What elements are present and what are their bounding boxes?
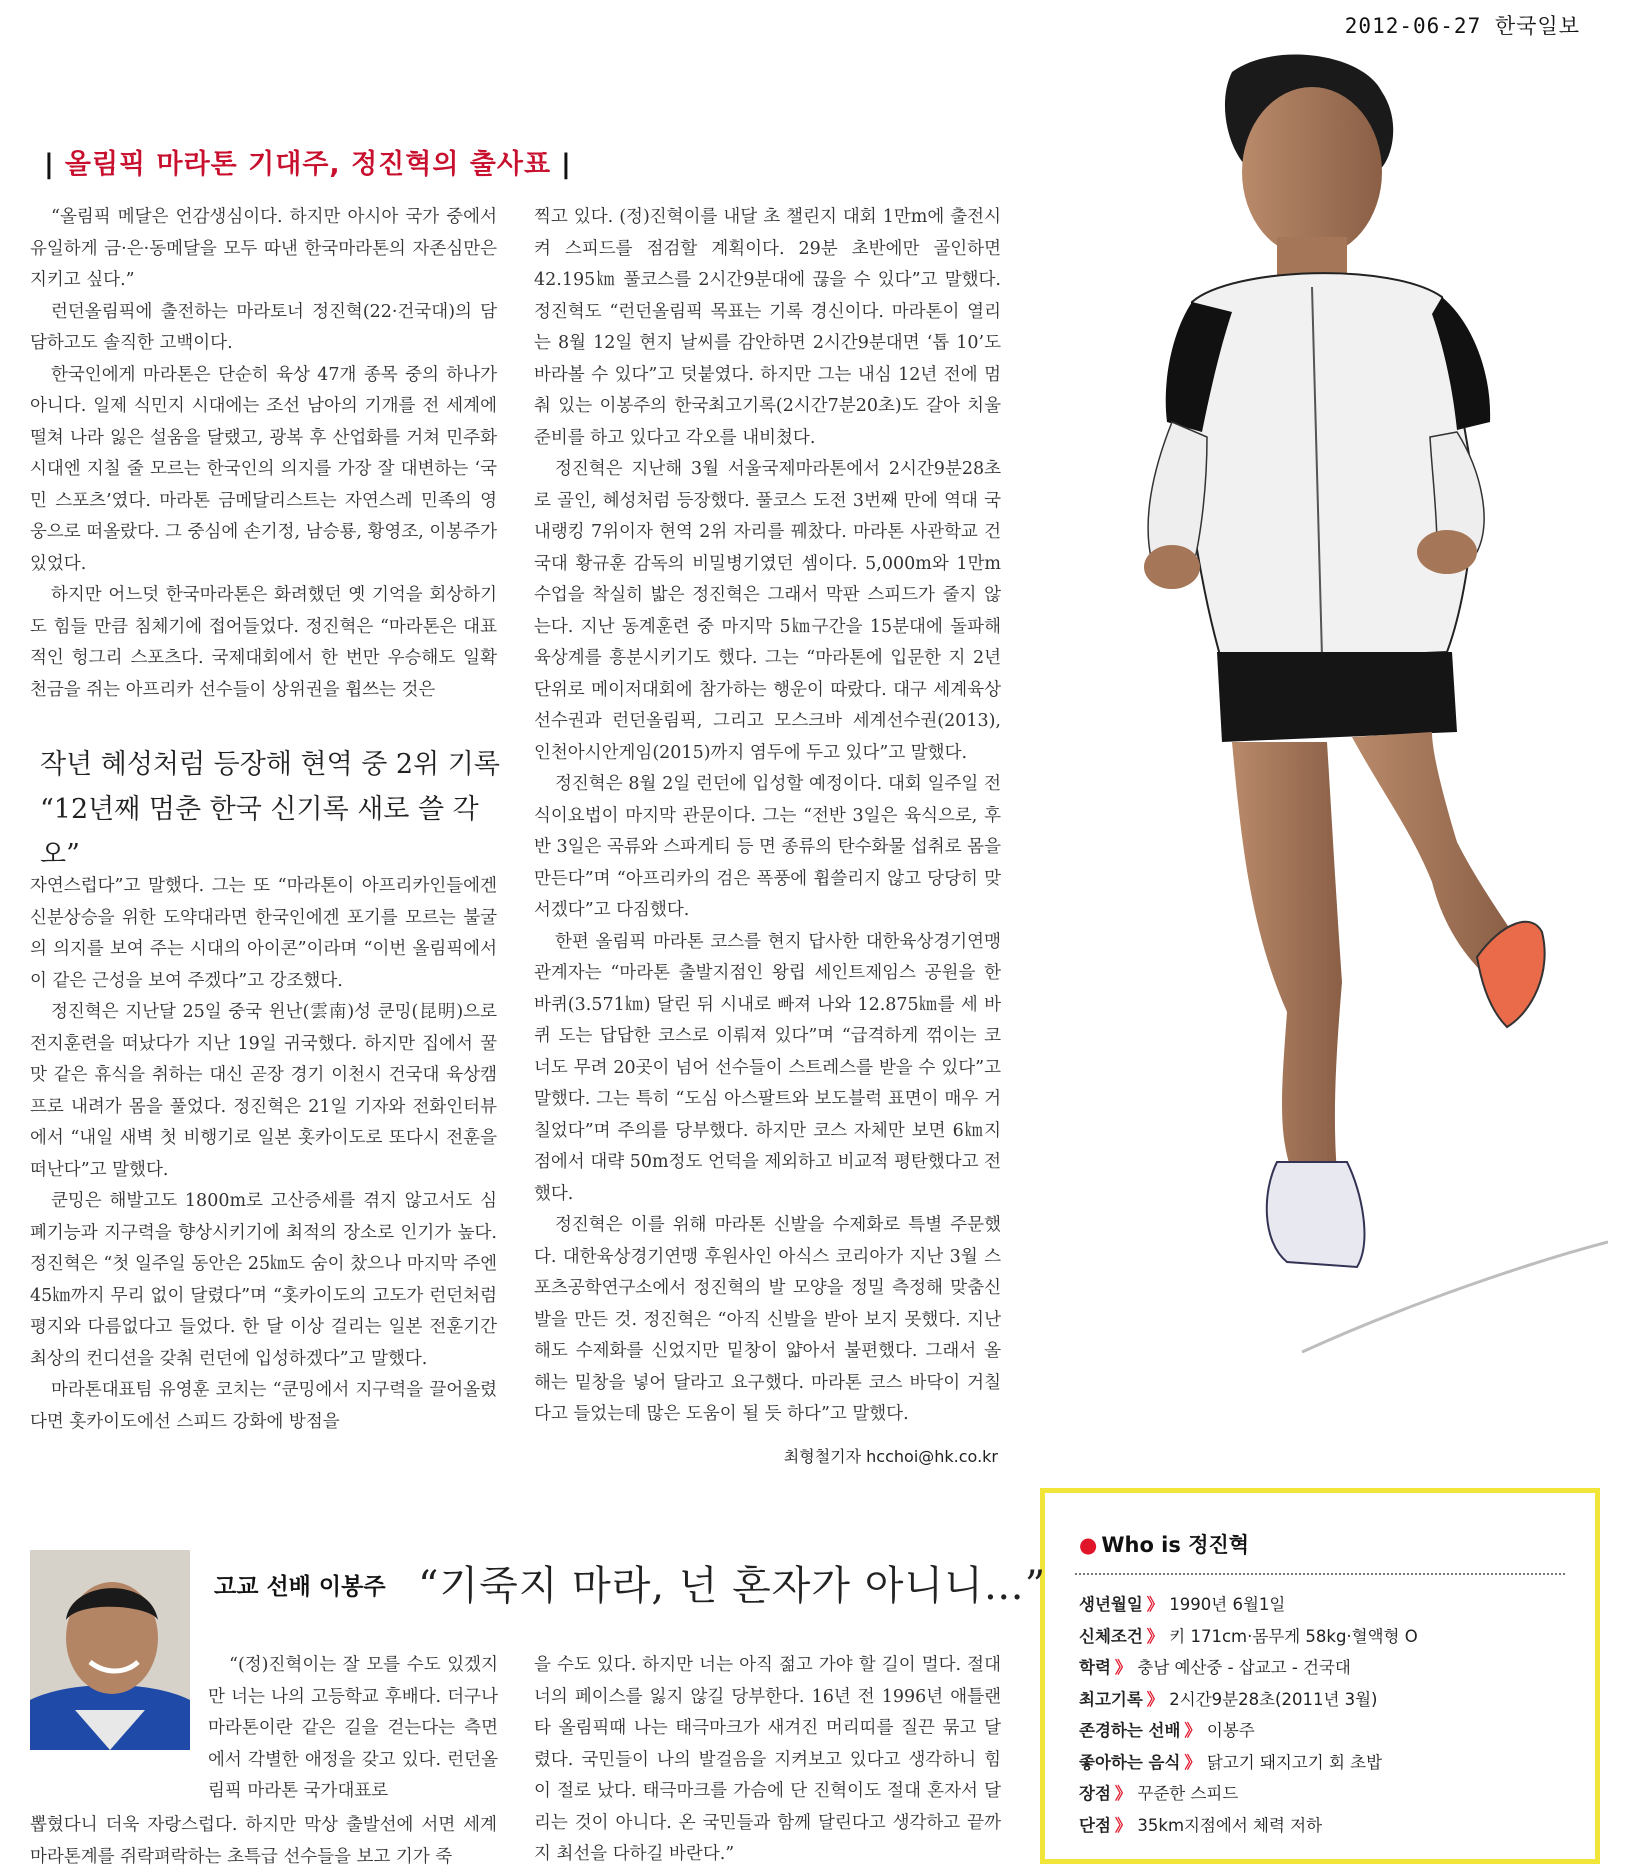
paragraph: 뽑혔다니 더욱 자랑스럽다. 하지만 막상 출발선에 서면 세계 마라톤계를 쥐락펴락하는 초특급 선수들을 보고 기가 죽 [30,1815,497,1867]
mentor-headline-quote: “기죽지 마라, 넌 혼자가 아니니…” [418,1563,1047,1609]
profile-row [1079,1778,1595,1810]
paragraph: 한편 올림픽 마라톤 코스를 현지 답사한 대한육상경기연맹 관계자는 “마라톤 출발지점인 왕립 세인트제임스 공원을 한 바퀴(3.571㎞) 달린 뒤 시내로 빠져 나와 12.875㎞를 세 바퀴 도는 답답한 코스로 이뤄져 있다”며 “급격하게 꺾이는 코너도 무려 20곳이 넘어 선수들이 스트레스를 받을 수 있다”고 말했다. 그는 특히 “도심 아스팔트와 보도블럭 표면이 매우 거칠었다”며 주의를 당부했다. 하지만 코스 자체만 보면 6㎞지점에서 대략 50m정도 언덕을 제외하고 비교적 평탄했다고 전했다. [534,931,1001,1204]
profile-value: 충남 예산중 - 삽교고 - 건국대 [1137,1658,1351,1677]
runner-shorts [1217,652,1457,742]
runner-head [1242,87,1382,257]
title-bar-right: | [561,149,572,180]
profile-value: 닭고기 돼지고기 회 초밥 [1206,1752,1383,1772]
double-chevron-icon: 》 [1184,1752,1201,1772]
profile-key: 학력 [1079,1658,1111,1677]
subhead-line-2: “12년째 멈춘 한국 신기록 새로 쓸 각오” [40,794,479,870]
double-chevron-icon: 》 [1114,1784,1132,1803]
paragraph: 정진혁은 지난해 3월 서울국제마라톤에서 2시간9분28초로 골인, 혜성처럼 등장했다. 풀코스 도전 3번째 만에 역대 국내랭킹 7위이자 현역 2위 자리를 꿰찼다. 마라톤 사관학교 건국대 황규훈 감독의 비밀병기였던 셈이다. 5,000m와 1만m 수업을 착실히 밟은 정진혁은 그래서 막판 스피드가 줄지 않는다. 지난 동계훈련 중 마지막 5㎞구간을 15분대에 돌파해 육상계를 흥분시키기도 했다. 그는 “마라톤에 입문한 지 2년 단위로 메이저대회에 참가하는 행운이 따랐다. 대구 세계육상선수권과 런던올림픽, 그리고 모스크바 세계선수권(2013), 인천아시안게임(2015)까지 염두에 두고 있다”고 말했다. [534,459,1001,763]
profile-row [1079,1810,1595,1842]
paragraph: “(정)진혁이는 잘 모를 수도 있겠지만 너는 나의 고등학교 후배다. 더구나 마라톤이란 같은 길을 걷는다는 측면에서 각별한 애정을 갖고 있다. 런던올림픽 마라톤 국가대표로 [208,1655,498,1801]
profile-value: 35km지점에서 체력 저하 [1137,1815,1323,1835]
profile-value: 2시간9분28초(2011년 3월) [1169,1689,1378,1709]
profile-key: 신체조건 [1079,1626,1143,1646]
runner-left-leg [1232,742,1342,1172]
profile-key: 단점 [1079,1815,1111,1835]
double-chevron-icon: 》 [1146,1595,1164,1614]
paragraph: 한국인에게 마라톤은 단순히 육상 47개 종목 중의 하나가 아니다. 일제 식민지 시대에는 조선 남아의 기개를 전 세계에 떨쳐 나라 잃은 설움을 달랬고, 광복 후 산업화를 거쳐 민주화 시대엔 지칠 줄 모르는 한국인의 의지를 가장 잘 대변하는 ‘국민 스포츠’였다. 마라톤 금메달리스트는 자연스레 민족의 영웅으로 떠올랐다. 그 중심에 손기정, 남승룡, 황영조, 이봉주가 있었다. [30,364,497,574]
profile-value: 1990년 6월1일 [1169,1595,1286,1614]
profile-box-title [1079,1529,1595,1559]
profile-key: 생년월일 [1079,1595,1143,1614]
paragraph: 자연스럽다”고 말했다. 그는 또 “마라톤이 아프리카인들에겐 신분상승을 위한 도약대라면 한국인에겐 포기를 모르는 불굴의 의지를 보여 주는 시대의 아이콘”이라며 “이번 올림픽에서 이 같은 근성을 보여 주겠다”고 강조했다. [30,876,497,991]
profile-key: 존경하는 선배 [1079,1721,1181,1740]
paragraph: “올림픽 메달은 언감생심이다. 하지만 아시아 국가 중에서 유일하게 금·은·동메달을 모두 따낸 한국마라톤의 자존심만은 지키고 싶다.” [30,207,497,290]
profile-row [1079,1652,1595,1684]
newspaper-date-source: 2012-06-27 한국일보 [1344,14,1580,38]
article-column-middle [534,202,1001,1431]
article-column-left-top [30,202,497,706]
paragraph: 정진혁은 8월 2일 런던에 입성할 예정이다. 대회 일주일 전 식이요법이 마지막 관문이다. 그는 “전반 3일은 육식으로, 후반 3일은 곡류와 스파게티 등 면 종류의 탄수화물 섭취로 몸을 만든다”며 “아프리카의 검은 폭풍에 휩쓸리지 않고 당당히 맞서겠다”고 다짐했다. [534,774,1001,920]
paragraph: 쿤밍은 해발고도 1800m로 고산증세를 겪지 않고서도 심폐기능과 지구력을 향상시키기에 최적의 장소로 인기가 높다. 정진혁은 “첫 일주일 동안은 25㎞도 숨이 찼으나 마지막 주엔 45㎞까지 무리 없이 달렸다”며 “홋카이도의 고도가 런던처럼 평지와 다름없다고 들었다. 한 달 이상 걸리는 일본 전훈기간 최상의 컨디션을 갖춰 런던에 입성하겠다”고 말했다. [30,1191,497,1369]
paragraph: 하지만 어느덧 한국마라톤은 화려했던 옛 기억을 회상하기도 힘들 만큼 침체기에 접어들었다. 정진혁은 “마라톤은 대표적인 헝그리 스포츠다. 국제대회에서 한 번만 우승해도 일확천금을 쥐는 아프리카 선수들이 상위권을 휩쓰는 것은 [30,585,497,700]
section-title-text: 올림픽 마라톤 기대주, 정진혁의 출사표 [64,149,552,180]
runner-left-shoe [1267,1162,1365,1267]
profile-key: 좋아하는 음식 [1079,1752,1181,1772]
paragraph: 을 수도 있다. 하지만 너는 아직 젊고 가야 할 길이 멀다. 절대 너의 페이스를 잃지 않길 당부한다. 16년 전 1996년 애틀랜타 올림픽때 나는 태극마크가 새겨진 머리띠를 질끈 묶고 달렸다. 국민들이 나의 발걸음을 지켜보고 있다고 생각하니 힘이 절로 났다. 태극마크를 가슴에 단 진혁이도 절대 혼자서 달리는 것이 아니다. 온 국민들과 함께 달린다고 생각하고 끝까지 최선을 다하길 바란다.” [534,1655,1001,1864]
profile-row [1079,1589,1595,1621]
profile-row [1079,1747,1595,1779]
section-title [34,142,582,181]
mentor-letter-column-left-bottom [30,1810,497,1873]
paragraph: 런던올림픽에 출전하는 마라토너 정진혁(22·건국대)의 담담하고도 솔직한 고백이다. [30,301,497,353]
profile-key: 장점 [1079,1784,1111,1803]
paragraph: 마라톤대표팀 유영훈 코치는 “쿤밍에서 지구력을 끌어올렸다면 홋카이도에선 스피드 강화에 방점을 [30,1380,497,1432]
profile-box [1040,1488,1600,1864]
mentor-letter-column-right [534,1650,1001,1871]
mentor-label: 고교 선배 이봉주 [214,1574,386,1600]
article-column-left-bottom [30,871,497,1438]
bullet-dot-icon: ● [1079,1533,1098,1557]
double-chevron-icon: 》 [1184,1721,1201,1740]
profile-value: 꾸준한 스피드 [1137,1784,1239,1803]
dotted-divider [1075,1573,1565,1575]
subhead-line-1: 작년 혜성처럼 등장해 현역 중 2위 기록 [40,749,500,780]
mentor-portrait-photo [30,1550,190,1750]
double-chevron-icon: 》 [1146,1626,1164,1646]
title-bar-left: | [44,149,55,180]
runner-right-leg [1352,732,1512,972]
paragraph: 정진혁은 지난달 25일 중국 윈난(雲南)성 쿤밍(昆明)으로 전지훈련을 떠났다가 지난 19일 귀국했다. 하지만 집에서 꿀맛 같은 휴식을 취하는 대신 곧장 경기 이천시 건국대 육상캠프로 내려가 몸을 풀었다. 정진혁은 21일 기자와 전화인터뷰에서 “내일 새벽 첫 비행기로 일본 홋카이도로 또다시 전훈을 떠난다”고 말했다. [30,1002,497,1180]
double-chevron-icon: 》 [1114,1815,1132,1835]
profile-row [1079,1684,1595,1716]
article-subhead [40,742,500,877]
profile-value: 키 171cm·몸무게 58kg·혈액형 O [1169,1626,1418,1646]
byline: 최형철기자 hcchoi@hk.co.kr [783,1447,998,1466]
paragraph: 찍고 있다. (정)진혁이를 내달 초 챌린지 대회 1만m에 출전시켜 스피드를 점검할 계획이다. 29분 초반에만 골인하면 42.195㎞ 풀코스를 2시간9분대에 끊을 수 있다”고 말했다. 정진혁도 “런던올림픽 목표는 기록 경신이다. 마라톤이 열리는 8월 12일 현지 날씨를 감안하면 2시간9분대면 ‘톱 10’도 바라볼 수 있다”고 덧붙였다. 하지만 그는 내심 12년 전에 멈춰 있는 이봉주의 한국최고기록(2시간7분20초)도 갈아 치울 준비를 하고 있다고 각오를 내비쳤다. [534,207,1001,448]
profile-box-title-text: Who is 정진혁 [1101,1533,1250,1557]
paragraph: 정진혁은 이를 위해 마라톤 신발을 수제화로 특별 주문했다. 대한육상경기연맹 후원사인 아식스 코리아가 지난 3월 스포츠공학연구소에서 정진혁의 발 모양을 정밀 측정해 맞춤신발을 만든 것. 정진혁은 “아직 신발을 받아 보지 못했다. 지난해도 수제화를 신었지만 밑창이 얇아서 불편했다. 그래서 올해는 밑창을 넣어 달라고 요구했다. 마라톤 코스 바닥이 거칠다고 들었는데 많은 도움이 될 듯 하다”고 말했다. [534,1215,1001,1424]
profile-value: 이봉주 [1206,1721,1255,1740]
double-chevron-icon: 》 [1114,1658,1132,1677]
profile-row [1079,1621,1595,1653]
profile-key: 최고기록 [1079,1689,1143,1709]
runner-photo [1112,52,1608,1462]
double-chevron-icon: 》 [1146,1689,1164,1709]
runner-jacket [1187,273,1473,662]
mentor-letter-column-left [208,1650,498,1808]
profile-row [1079,1715,1595,1747]
